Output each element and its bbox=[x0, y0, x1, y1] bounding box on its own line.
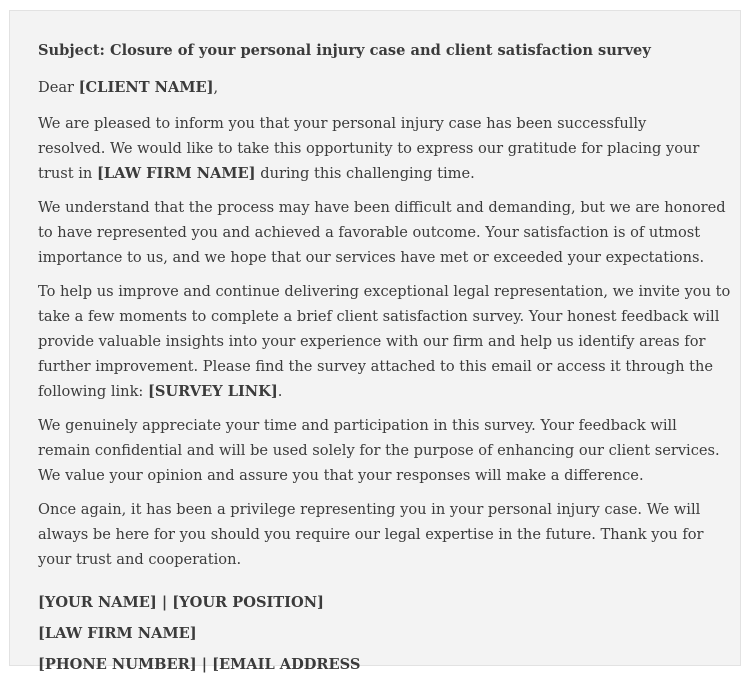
paragraph-line: We value your opinion and assure you that your responses will make a difference. bbox=[38, 467, 644, 484]
text-segment: . bbox=[277, 383, 283, 400]
text-segment: trust in bbox=[38, 165, 97, 182]
paragraph-line: Once again, it has been a privilege representing you in your personal injury case. We will bbox=[38, 501, 701, 518]
client-name-placeholder: [CLIENT NAME] bbox=[78, 79, 214, 96]
paragraph-line bbox=[38, 379, 710, 404]
paragraph-line: We genuinely appreciate your time and participation in this survey. Your feedback will bbox=[38, 417, 677, 434]
paragraph-line: remain confidential and will be used solely for the purpose of enhancing our client services. bbox=[38, 442, 720, 459]
paragraph-line: your trust and cooperation. bbox=[38, 551, 242, 568]
paragraph-line: take a few moments to complete a brief client satisfaction survey. Your honest feedback will bbox=[38, 308, 720, 325]
signature-block bbox=[38, 587, 710, 680]
paragraph-line: to have represented you and achieved a favorable outcome. Your satisfaction is of utmost bbox=[38, 224, 701, 241]
paragraph-survey bbox=[38, 279, 731, 404]
greeting-suffix: , bbox=[213, 79, 219, 96]
signature-name-position: [YOUR NAME] | [YOUR POSITION] bbox=[38, 594, 324, 611]
paragraph-line: resolved. We would like to take this opportunity to express our gratitude for placing your bbox=[38, 140, 700, 157]
paragraph-line: importance to us, and we hope that our services have met or exceeded your expectations. bbox=[38, 249, 705, 266]
text-segment: during this challenging time. bbox=[255, 165, 475, 182]
subject-line: Subject: Closure of your personal injury case and client satisfaction survey bbox=[38, 42, 651, 59]
text-segment: following link: bbox=[38, 383, 148, 400]
signature-firm: [LAW FIRM NAME] bbox=[38, 625, 197, 642]
paragraph-line: always be here for you should you require our legal expertise in the future. Thank you for bbox=[38, 526, 704, 543]
law-firm-placeholder: [LAW FIRM NAME] bbox=[96, 165, 256, 182]
signature-contact: [PHONE NUMBER] | [EMAIL ADDRESS bbox=[38, 656, 361, 673]
paragraph-resolution bbox=[38, 111, 710, 186]
paragraph-line: further improvement. Please find the survey attached to this email or access it through the bbox=[38, 358, 714, 375]
paragraph-appreciation bbox=[38, 413, 720, 488]
paragraph-line: To help us improve and continue delivering exceptional legal representation, we invite you to bbox=[38, 283, 731, 300]
paragraph-line: We understand that the process may have been difficult and demanding, but we are honored bbox=[38, 199, 726, 216]
email-letter bbox=[38, 38, 731, 680]
greeting-prefix: Dear bbox=[38, 79, 79, 96]
paragraph-line bbox=[38, 161, 710, 186]
paragraph-closing bbox=[38, 497, 710, 572]
paragraph-line: We are pleased to inform you that your personal injury case has been successfully bbox=[38, 115, 647, 132]
survey-link-placeholder: [SURVEY LINK] bbox=[147, 383, 278, 400]
paragraph-honored bbox=[38, 195, 726, 270]
greeting bbox=[38, 75, 710, 100]
paragraph-line: provide valuable insights into your experience with our firm and help us identify areas for bbox=[38, 333, 706, 350]
